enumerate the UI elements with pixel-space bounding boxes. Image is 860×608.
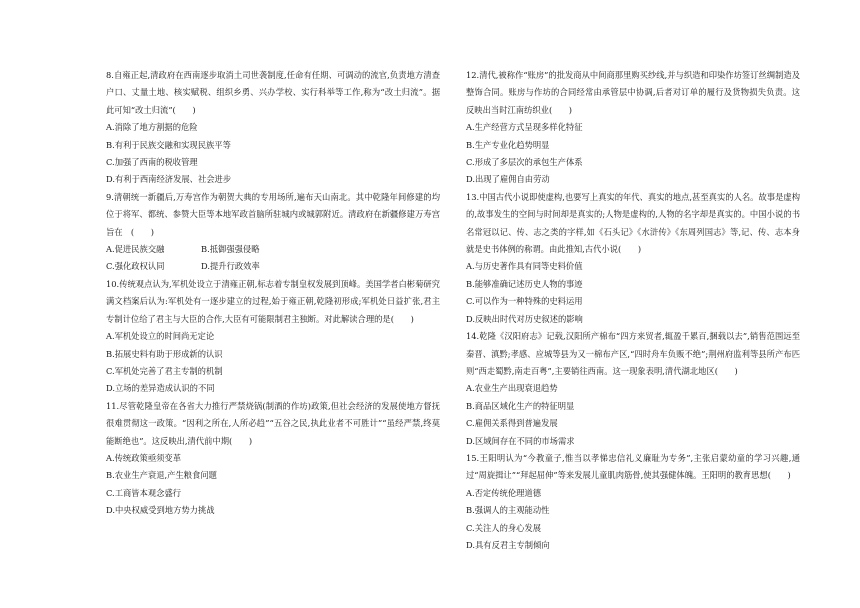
- right-column: [466, 67, 800, 554]
- option-a: A.农业生产出现衰退趋势: [466, 383, 558, 394]
- question-stem: 8.自雍正起,清政府在西南逐步取消土司世袭制度,任命有任期、可调动的流官,负责地方清查户口、丈量土地、核实赋税、组织乡勇、兴办学校、实行科举等工作,称为“改土归流”。据此可知“改土归流”( ): [106, 70, 440, 115]
- question-14: [466, 328, 800, 450]
- option-a: A.军机处设立的时间尚无定论: [106, 331, 215, 342]
- option-b: B.拓展史料有助于形成新的认识: [106, 348, 223, 359]
- option-d: D.立场的差异造成认识的不同: [106, 383, 215, 394]
- option-row: [106, 241, 440, 258]
- option-b: B.生产专业化趋势明显: [466, 139, 550, 150]
- option-d: D.区域间存在不同的市场需求: [466, 435, 575, 446]
- option-a: A.消除了地方割据的危险: [106, 122, 198, 133]
- option-a: A.生产经营方式呈现多样化特征: [466, 122, 583, 133]
- option-d: D.反映出时代对历史叙述的影响: [466, 313, 583, 324]
- option-b: B.抵御强强侵略: [201, 244, 260, 255]
- option-a: A.传统政策亟须变革: [106, 452, 182, 463]
- option-c: C.工商皆本观念盛行: [106, 487, 182, 498]
- option-b: B.商品区域化生产的特征明显: [466, 400, 575, 411]
- option-d: D.提升行政效率: [201, 261, 260, 272]
- question-stem: 14.乾隆《汉阳府志》记载,汉阳所产棉布“四方来贸者,辄盈千累百,捆载以去”,销售范围远至秦晋、滇黔;孝感、应城等县为又一棉布产区,“四时舟车负贩不绝”;荆州府监利等县所产布匹则“西走蜀黔,南走百粤”,主要销往西南。这一现象表明,清代湖北地区( ): [466, 331, 800, 376]
- option-b: B.农业生产衰退,产生粮食问题: [106, 470, 217, 481]
- option-d: D.具有反君主专制倾向: [466, 539, 550, 550]
- option-c: C.形成了多层次的承包生产体系: [466, 157, 583, 168]
- option-b: B.有利于民族交融和实现民族平等: [106, 139, 231, 150]
- option-c: C.加强了西南的税收管理: [106, 157, 198, 168]
- option-c: C.军机处完善了君主专制的机制: [106, 365, 223, 376]
- option-d: D.有利于西南经济发展、社会进步: [106, 174, 232, 185]
- option-b: B.强调人的主观能动性: [466, 505, 550, 516]
- option-a: A.与历史著作具有同等史料价值: [466, 261, 583, 272]
- option-a: A.否定传统伦理道德: [466, 487, 542, 498]
- question-11: [106, 398, 440, 520]
- question-stem: 9.清朝统一新疆后,万寿宫作为朝贺大典的专用场所,遍布天山南北。其中乾隆年间修建的均位于将军、都统、参赞大臣等本地军政首脑所驻城内或城郭附近。清政府在新疆修建万寿宫旨在 ( ): [106, 191, 440, 237]
- question-9: [106, 189, 440, 276]
- option-c: C.关注人的身心发展: [466, 522, 542, 533]
- question-stem: 10.传统观点认为,军机处设立于清雍正朝,标志着专制皇权发展到顶峰。美国学者白彬菊研究满文档案后认为:军机处有一逐步建立的过程,始于雍正朝,乾隆初形成;军机处日益扩张,君主专制计位给了君主与大臣的合作,大臣有可能限制君主独断。对此解读合理的是( ): [106, 278, 440, 324]
- option-b: B.能够准确记述历史人物的事迹: [466, 278, 583, 289]
- option-c: C.雇佣关系得到普遍发展: [466, 418, 558, 429]
- question-12: [466, 67, 800, 189]
- left-column: [106, 67, 440, 520]
- question-stem: 11.尽管乾隆皇帝在各省大力推行严禁烧锅(制酒的作坊)政策,但社会经济的发展使地方督抚很难贯彻这一政策。“因利之所在,人所必趋”“五谷之民,执此业者不可胜计”“虽经严禁,终莫能断绝也”。这反映出,清代前中期( ): [106, 400, 440, 446]
- question-15: [466, 450, 800, 554]
- option-c: C.可以作为一种特殊的史料运用: [466, 296, 583, 307]
- option-c: C.强化政权认同: [106, 261, 165, 272]
- question-stem: 15.王阳明认为“今教童子,惟当以孝悌忠信礼义廉耻为专务”,主张启蒙幼童的学习兴趣,通过“周旋揖让”“拜起屈伸”等来发展儿童肌肉筋骨,使其强健体魄。王阳明的教育思想( ): [466, 452, 800, 481]
- question-13: [466, 189, 800, 328]
- option-d: D.出现了雇佣自由劳动: [466, 174, 550, 185]
- question-10: [106, 276, 440, 398]
- question-8: [106, 67, 440, 189]
- question-stem: 12.清代,被称作“账房”的批发商从中间商那里购买纱线,并与织造和印染作坊签订丝绸制造及整饰合同。账房与作坊的合同经常由承管层中协调,后者对订单的履行及货物损失负责。这反映出当时江南纺织业( ): [466, 70, 800, 115]
- question-stem: 13.中国古代小说即使虚构,也要写上真实的年代、真实的地点,甚至真实的人名。故事是虚构的,故事发生的空间与时间却是真实的;人物是虚构的,人物的名字却是真实的。中国小说的书名常冠以记、传、志之类的字样,如《石头记》《水浒传》《东周列国志》等,记、传、志本身就是史书体例的称谓。由此推知,古代小说( ): [466, 191, 800, 255]
- option-d: D.中央权威受到地方势力挑战: [106, 505, 215, 516]
- option-row: [106, 258, 440, 275]
- option-a: A.促进民族交融: [106, 244, 165, 255]
